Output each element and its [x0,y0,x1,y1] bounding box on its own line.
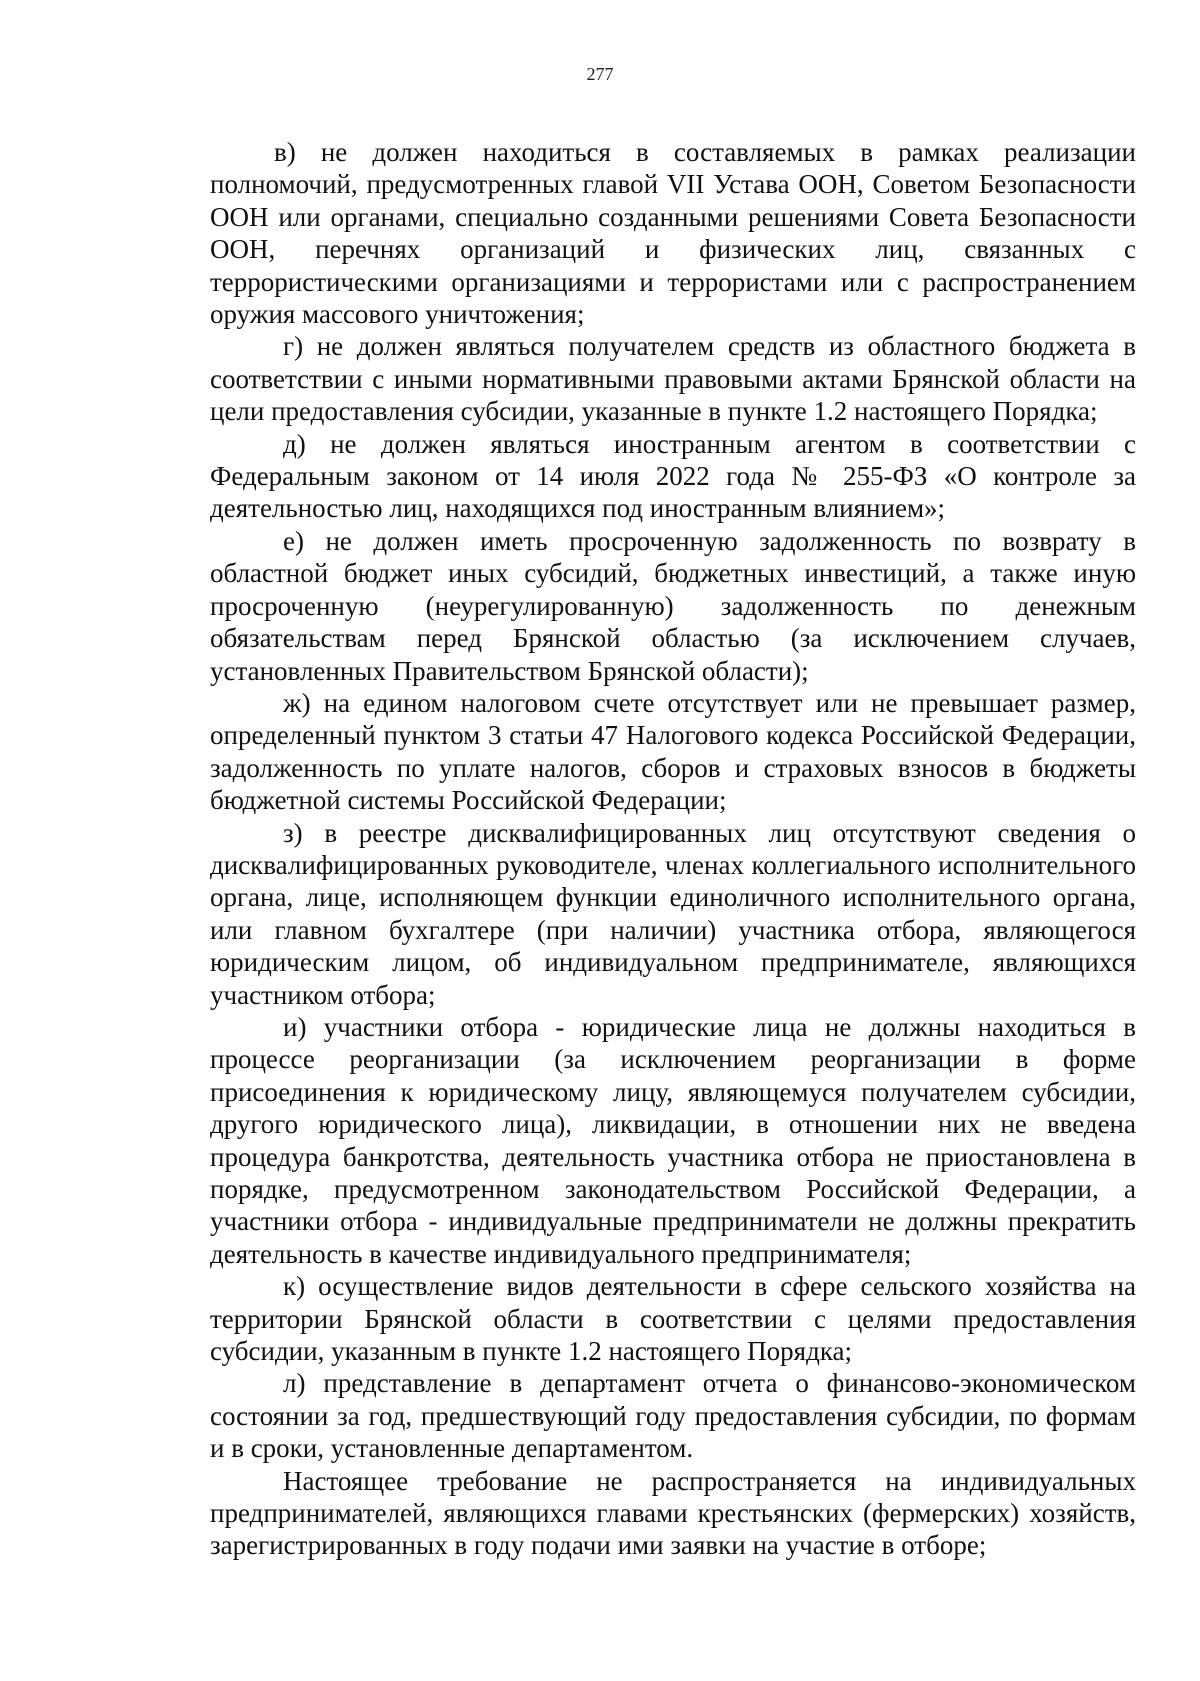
page-number: 277 [586,64,614,84]
paragraph-z: з) в реестре дисквалифицированных лиц отсутствуют сведения о дисквалифицированных руководителе, членах коллегиального исполнительного органа, лице, исполняющем функции единоличного исполнительного органа, или главном бухгалтере (при наличии) участника отбора, являющегося юридическим лицом, об индивидуальном предпринимателе, являющихся участником отбора; [210,817,1136,1010]
paragraph-exception-note: Настоящее требование не распространяется на индивидуальных предпринимателей, являющихся главами крестьянских (фермерских) хозяйств, зарегистрированных в году подачи ими заявки на участие в отборе; [210,1465,1136,1561]
paragraph-g: г) не должен являться получателем средств из областного бюджета в соответствии с иными нормативными правовыми актами Брянской области на цели предоставления субсидии, указанные в пункте 1.2 настоящего Порядка; [210,331,1136,427]
paragraph-l: л) представление в департамент отчета о финансово-экономическом состоянии за год, предшествующий году предоставления субсидии, по формам и в сроки, установленные департаментом. [210,1368,1136,1464]
paragraph-v: в) не должен находиться в составляемых в рамках реализации полномочий, предусмотренных главой VII Устава ООН, Советом Безопасности ООН или органами, специально созданными решениями Совета Безопасности ООН, перечнях организаций и физических лиц, связанных с террористическими организациями и террористами или с распространением оружия массового уничтожения; [210,137,1136,330]
paragraph-e: е) не должен иметь просроченную задолженность по возврату в областной бюджет иных субсидий, бюджетных инвестиций, а также иную просроченную (неурегулированную) задолженность по денежным обязательствам перед Брянской областью (за исключением случаев, установленных Правительством Брянской области); [210,525,1136,686]
paragraph-d: д) не должен являться иностранным агентом в соответствии с Федеральным законом от 14 июля 2022 года № 255-ФЗ «О контроле за деятельностью лиц, находящихся под иностранным влиянием»; [210,428,1136,524]
document-body [210,136,1136,1562]
paragraph-i: и) участники отбора - юридические лица не должны находиться в процессе реорганизации (за исключением реорганизации в форме присоединения к юридическому лицу, являющемуся получателем субсидии, другого юридического лица), ликвидации, в отношении них не введена процедура банкротства, деятельность участника отбора не приостановлена в порядке, предусмотренном законодательством Российской Федерации, а участники отбора - индивидуальные предприниматели не должны прекратить деятельность в качестве индивидуального предпринимателя; [210,1011,1136,1269]
paragraph-k: к) осуществление видов деятельности в сфере сельского хозяйства на территории Брянской области в соответствии с целями предоставления субсидии, указанным в пункте 1.2 настоящего Порядка; [210,1271,1136,1367]
paragraph-zh: ж) на едином налоговом счете отсутствует или не превышает размер, определенный пунктом 3 статьи 47 Налогового кодекса Российской Федерации, задолженность по уплате налогов, сборов и страховых взносов в бюджеты бюджетной системы Российской Федерации; [210,687,1136,816]
